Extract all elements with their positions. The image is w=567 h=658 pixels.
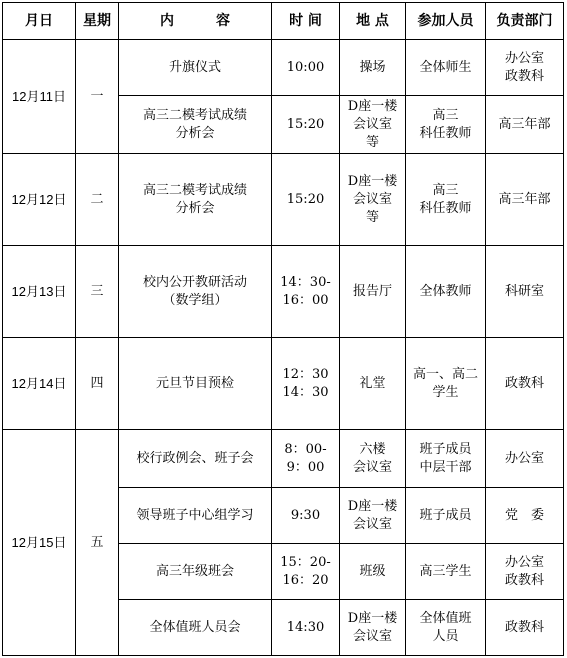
place-cell: 班级 [340, 544, 406, 600]
time-cell: 14:30 [272, 600, 340, 656]
header-place: 地 点 [340, 3, 406, 40]
place-cell: 礼堂 [340, 338, 406, 430]
content-cell: 校内公开教研活动 （数学组） [119, 246, 272, 338]
table-row [3, 430, 564, 488]
time-cell: 9:30 [272, 488, 340, 544]
dept-cell: 政教科 [486, 338, 564, 430]
participants-cell: 高一、高二 学生 [406, 338, 486, 430]
weekday-cell: 四 [76, 338, 119, 430]
time-cell: 15:20 [272, 96, 340, 154]
dept-cell: 党 委 [486, 488, 564, 544]
time-cell: 10:00 [272, 40, 340, 96]
weekday-cell: 一 [76, 40, 119, 154]
header-weekday: 星期 [76, 3, 119, 40]
header-content: 内 容 [119, 3, 272, 40]
time-cell: 8：00- 9：00 [272, 430, 340, 488]
dept-cell: 办公室 政教科 [486, 544, 564, 600]
dept-cell: 政教科 [486, 600, 564, 656]
schedule-table [2, 2, 564, 656]
content-cell: 高三二模考试成绩 分析会 [119, 96, 272, 154]
place-cell: D座一楼 会议室 等 [340, 96, 406, 154]
date-cell: 12月13日 [3, 246, 76, 338]
content-cell: 升旗仪式 [119, 40, 272, 96]
weekday-cell: 二 [76, 154, 119, 246]
time-cell: 14：30- 16：00 [272, 246, 340, 338]
table-row [3, 338, 564, 430]
header-date: 月日 [3, 3, 76, 40]
place-cell: D座一楼 会议室 [340, 600, 406, 656]
time-cell: 15：20- 16：20 [272, 544, 340, 600]
dept-cell: 办公室 [486, 430, 564, 488]
dept-cell: 科研室 [486, 246, 564, 338]
place-cell: D座一楼 会议室 等 [340, 154, 406, 246]
header-row [3, 3, 564, 40]
table-row [3, 40, 564, 96]
participants-cell: 全体值班 人员 [406, 600, 486, 656]
content-cell: 高三二模考试成绩 分析会 [119, 154, 272, 246]
participants-cell: 全体教师 [406, 246, 486, 338]
place-cell: 六楼 会议室 [340, 430, 406, 488]
table-row [3, 154, 564, 246]
dept-cell: 高三年部 [486, 154, 564, 246]
participants-cell: 班子成员 中层干部 [406, 430, 486, 488]
time-cell: 15:20 [272, 154, 340, 246]
content-cell: 全体值班人员会 [119, 600, 272, 656]
participants-cell: 高三学生 [406, 544, 486, 600]
content-cell: 高三年级班会 [119, 544, 272, 600]
weekday-cell: 三 [76, 246, 119, 338]
participants-cell: 班子成员 [406, 488, 486, 544]
header-participants: 参加人员 [406, 3, 486, 40]
place-cell: 报告厅 [340, 246, 406, 338]
weekday-cell: 五 [76, 430, 119, 656]
content-cell: 领导班子中心组学习 [119, 488, 272, 544]
dept-cell: 办公室 政教科 [486, 40, 564, 96]
time-cell: 12：30 14：30 [272, 338, 340, 430]
header-dept: 负责部门 [486, 3, 564, 40]
participants-cell: 高三 科任教师 [406, 96, 486, 154]
dept-cell: 高三年部 [486, 96, 564, 154]
date-cell: 12月12日 [3, 154, 76, 246]
date-cell: 12月11日 [3, 40, 76, 154]
place-cell: 操场 [340, 40, 406, 96]
table-row [3, 246, 564, 338]
participants-cell: 全体师生 [406, 40, 486, 96]
date-cell: 12月14日 [3, 338, 76, 430]
participants-cell: 高三 科任教师 [406, 154, 486, 246]
place-cell: D座一楼 会议室 [340, 488, 406, 544]
header-time: 时 间 [272, 3, 340, 40]
content-cell: 校行政例会、班子会 [119, 430, 272, 488]
content-cell: 元旦节目预检 [119, 338, 272, 430]
date-cell: 12月15日 [3, 430, 76, 656]
